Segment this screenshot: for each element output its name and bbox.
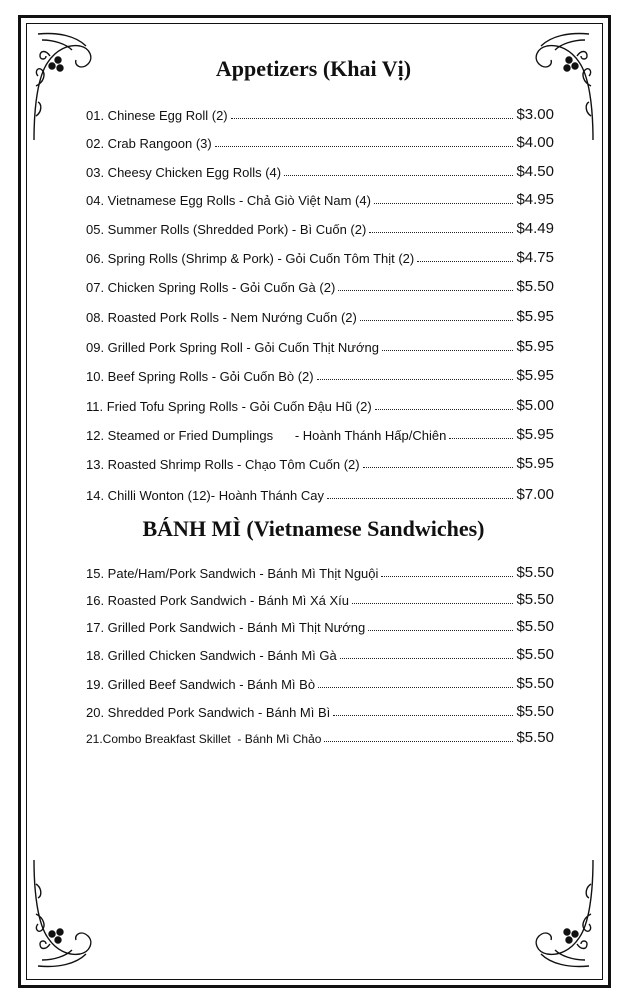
- item-price: $4.95: [516, 191, 554, 208]
- corner-ornament-icon: [28, 854, 108, 974]
- corner-ornament-icon: [519, 854, 599, 974]
- menu-item: [86, 481, 554, 503]
- item-name: 19. Grilled Beef Sandwich - Bánh Mì Bò: [86, 677, 316, 692]
- dot-leader: [352, 603, 513, 604]
- dot-leader: [231, 118, 514, 119]
- item-name: 07. Chicken Spring Rolls - Gỏi Cuốn Gà (2): [86, 280, 336, 295]
- item-name: 04. Vietnamese Egg Rolls - Chả Giò Việt Nam (4): [86, 193, 371, 208]
- dot-leader: [417, 261, 513, 262]
- dot-leader: [360, 320, 514, 321]
- item-name: 01. Chinese Egg Roll (2): [86, 108, 228, 123]
- item-price: $7.00: [516, 486, 554, 503]
- dot-leader: [363, 467, 514, 468]
- dot-leader: [449, 438, 513, 439]
- item-name: 13. Roasted Shrimp Rolls - Chạo Tôm Cuốn (2): [86, 457, 360, 472]
- item-price: $5.50: [516, 646, 554, 663]
- item-name: 17. Grilled Pork Sandwich - Bánh Mì Thịt Nướng: [86, 620, 366, 635]
- item-name: 20. Shredded Pork Sandwich - Bánh Mì Bì: [86, 705, 331, 720]
- item-price: $4.49: [516, 220, 554, 237]
- item-price: $5.95: [516, 426, 554, 443]
- dot-leader: [338, 290, 513, 291]
- item-price: $5.95: [516, 367, 554, 384]
- menu-item: [86, 186, 554, 208]
- item-name: 12. Steamed or Fried Dumplings - Hoành Thánh Hấp/Chiên: [86, 428, 447, 443]
- item-price: $5.50: [516, 703, 554, 720]
- item-price: $5.00: [516, 397, 554, 414]
- item-name: 02. Crab Rangoon (3): [86, 136, 212, 151]
- item-price: $5.50: [516, 729, 554, 746]
- item-name: 18. Grilled Chicken Sandwich - Bánh Mì Gà: [86, 648, 337, 663]
- item-name: 14. Chilli Wonton (12)- Hoành Thánh Cay: [86, 488, 324, 503]
- dot-leader: [317, 379, 514, 380]
- item-name: 03. Cheesy Chicken Egg Rolls (4): [86, 165, 282, 180]
- item-price: $4.75: [516, 249, 554, 266]
- dot-leader: [318, 687, 513, 688]
- item-price: $5.50: [516, 591, 554, 608]
- item-price: $5.50: [516, 618, 554, 635]
- corner-ornament-icon: [28, 26, 108, 146]
- dot-leader: [324, 741, 513, 742]
- menu-item: [86, 450, 554, 472]
- menu-item: [86, 559, 554, 581]
- menu-item: [86, 724, 554, 746]
- menu-item: [86, 158, 554, 180]
- menu-item: [86, 273, 554, 295]
- item-price: $5.95: [516, 455, 554, 472]
- menu-item: [86, 362, 554, 384]
- item-name: 06. Spring Rolls (Shrimp & Pork) - Gỏi Cuốn Tôm Thịt (2): [86, 251, 415, 266]
- corner-ornament-icon: [519, 26, 599, 146]
- item-name: 09. Grilled Pork Spring Roll - Gỏi Cuốn Thịt Nướng: [86, 340, 379, 355]
- dot-leader: [374, 203, 514, 204]
- dot-leader: [369, 232, 513, 233]
- item-price: $4.50: [516, 163, 554, 180]
- dot-leader: [327, 498, 513, 499]
- dot-leader: [340, 658, 514, 659]
- item-name: 11. Fried Tofu Spring Rolls - Gỏi Cuốn Đậu Hũ (2): [86, 399, 372, 414]
- item-name: 15. Pate/Ham/Pork Sandwich - Bánh Mì Thịt Nguội: [86, 566, 379, 581]
- dot-leader: [381, 576, 513, 577]
- menu-item: [86, 613, 554, 635]
- banh-mi-heading: BÁNH MÌ (Vietnamese Sandwiches): [142, 516, 485, 541]
- menu-item: [86, 421, 554, 443]
- item-price: $5.50: [516, 675, 554, 692]
- dot-leader: [284, 175, 513, 176]
- menu-item: [86, 303, 554, 325]
- item-price: $5.95: [516, 308, 554, 325]
- menu-item: [86, 586, 554, 608]
- item-name: 21.Combo Breakfast Skillet - Bánh Mì Chảo: [86, 732, 322, 746]
- menu-item: [86, 698, 554, 720]
- item-price: $5.95: [516, 338, 554, 355]
- item-name: 05. Summer Rolls (Shredded Pork) - Bì Cuốn (2): [86, 222, 367, 237]
- menu-item: [86, 101, 554, 123]
- menu-item: [86, 670, 554, 692]
- menu-item: [86, 392, 554, 414]
- item-price: $3.00: [516, 106, 554, 123]
- item-name: 08. Roasted Pork Rolls - Nem Nướng Cuốn (2): [86, 310, 357, 325]
- appetizers-heading: Appetizers (Khai Vị): [215, 56, 412, 81]
- menu-item: [86, 215, 554, 237]
- item-price: $4.00: [516, 134, 554, 151]
- dot-leader: [382, 350, 513, 351]
- menu-item: [86, 641, 554, 663]
- menu-item: [86, 333, 554, 355]
- item-name: 16. Roasted Pork Sandwich - Bánh Mì Xá Xíu: [86, 593, 350, 608]
- dot-leader: [215, 146, 514, 147]
- dot-leader: [368, 630, 513, 631]
- dot-leader: [375, 409, 514, 410]
- item-price: $5.50: [516, 564, 554, 581]
- menu-item: [86, 244, 554, 266]
- item-name: 10. Beef Spring Rolls - Gỏi Cuốn Bò (2): [86, 369, 314, 384]
- item-price: $5.50: [516, 278, 554, 295]
- dot-leader: [333, 715, 513, 716]
- menu-item: [86, 129, 554, 151]
